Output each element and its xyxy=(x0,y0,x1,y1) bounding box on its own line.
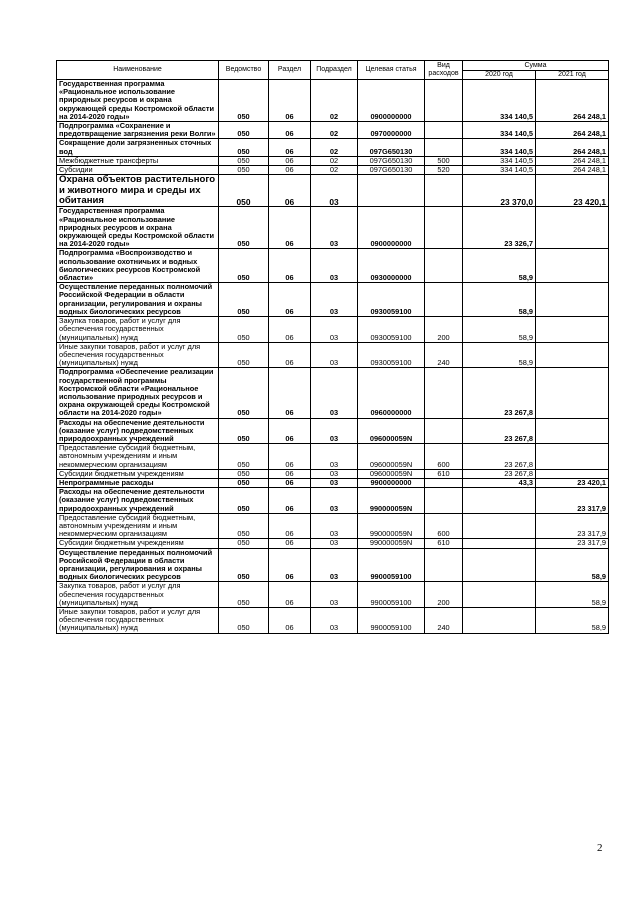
row-sum-2021: 264 248,1 xyxy=(536,122,609,139)
table-row xyxy=(57,207,609,249)
row-vedomstvo: 050 xyxy=(219,166,269,175)
row-razdel: 06 xyxy=(269,548,311,582)
table-row xyxy=(57,80,609,122)
row-vid xyxy=(425,80,463,122)
row-sum-2020 xyxy=(463,488,536,514)
row-sum-2020: 58,9 xyxy=(463,249,536,283)
row-name: Осуществление переданных полномочий Российской Федерации в области организации, регулирования и охраны водных биологических ресурсов xyxy=(57,283,219,317)
row-podrazdel: 03 xyxy=(311,175,358,207)
row-vid: 610 xyxy=(425,469,463,478)
row-vedomstvo: 050 xyxy=(219,539,269,548)
row-vid xyxy=(425,418,463,444)
table-row xyxy=(57,488,609,514)
row-vid xyxy=(425,283,463,317)
row-sum-2021: 23 317,9 xyxy=(536,488,609,514)
header-summa: Сумма xyxy=(463,61,609,71)
row-sum-2021: 58,9 xyxy=(536,582,609,608)
row-podrazdel: 02 xyxy=(311,166,358,175)
row-podrazdel: 03 xyxy=(311,368,358,418)
row-target: 0930000000 xyxy=(358,249,425,283)
row-target: 990000059N xyxy=(358,539,425,548)
header-2021: 2021 год xyxy=(536,71,609,80)
row-sum-2020 xyxy=(463,548,536,582)
row-vid xyxy=(425,548,463,582)
row-target: 9900059100 xyxy=(358,548,425,582)
table-row xyxy=(57,539,609,548)
row-sum-2020: 43,3 xyxy=(463,478,536,487)
header-name: Наименование xyxy=(57,61,219,80)
row-razdel: 06 xyxy=(269,283,311,317)
row-target: 096000059N xyxy=(358,469,425,478)
row-sum-2020: 334 140,5 xyxy=(463,156,536,165)
row-sum-2021: 264 248,1 xyxy=(536,80,609,122)
row-razdel: 06 xyxy=(269,317,311,343)
row-target: 990000059N xyxy=(358,513,425,539)
row-vid xyxy=(425,207,463,249)
row-vedomstvo: 050 xyxy=(219,368,269,418)
header-vedomstvo: Ведомство xyxy=(219,61,269,80)
row-sum-2021 xyxy=(536,317,609,343)
row-vedomstvo: 050 xyxy=(219,249,269,283)
row-razdel: 06 xyxy=(269,418,311,444)
table-row xyxy=(57,249,609,283)
row-vid xyxy=(425,122,463,139)
row-sum-2020: 23 370,0 xyxy=(463,175,536,207)
row-sum-2021: 23 317,9 xyxy=(536,513,609,539)
row-vid xyxy=(425,478,463,487)
row-podrazdel: 03 xyxy=(311,478,358,487)
row-sum-2021: 23 317,9 xyxy=(536,539,609,548)
row-sum-2020: 334 140,5 xyxy=(463,166,536,175)
row-name: Предоставление субсидий бюджетным, автономным учреждениям и иным некоммерческим организациям xyxy=(57,513,219,539)
header-2020: 2020 год xyxy=(463,71,536,80)
row-vedomstvo: 050 xyxy=(219,418,269,444)
table-row xyxy=(57,513,609,539)
row-target: 097G650130 xyxy=(358,156,425,165)
row-target: 9900000000 xyxy=(358,478,425,487)
row-razdel: 06 xyxy=(269,156,311,165)
row-vid: 600 xyxy=(425,444,463,470)
row-sum-2020: 334 140,5 xyxy=(463,80,536,122)
row-vid xyxy=(425,368,463,418)
row-target: 0930059100 xyxy=(358,342,425,368)
table-row xyxy=(57,608,609,634)
table-row xyxy=(57,418,609,444)
row-sum-2021 xyxy=(536,207,609,249)
row-name: Субсидии бюджетным учреждениям xyxy=(57,469,219,478)
row-target xyxy=(358,175,425,207)
header-razdel: Раздел xyxy=(269,61,311,80)
row-vid xyxy=(425,488,463,514)
row-name: Закупка товаров, работ и услуг для обеспечения государственных (муниципальных) нужд xyxy=(57,317,219,343)
row-sum-2021 xyxy=(536,418,609,444)
row-podrazdel: 02 xyxy=(311,156,358,165)
row-target: 097G650130 xyxy=(358,139,425,156)
row-name: Расходы на обеспечение деятельности (оказание услуг) подведомственных природоохранных учреждений xyxy=(57,488,219,514)
row-sum-2020: 58,9 xyxy=(463,342,536,368)
row-sum-2020: 23 267,8 xyxy=(463,418,536,444)
row-name: Осуществление переданных полномочий Российской Федерации в области организации, регулирования и охраны водных биологических ресурсов xyxy=(57,548,219,582)
row-sum-2021: 264 248,1 xyxy=(536,139,609,156)
row-name: Иные закупки товаров, работ и услуг для обеспечения государственных (муниципальных) нужд xyxy=(57,608,219,634)
row-podrazdel: 03 xyxy=(311,513,358,539)
row-razdel: 06 xyxy=(269,539,311,548)
row-sum-2020: 23 267,8 xyxy=(463,469,536,478)
row-name: Подпрограмма «Сохранение и предотвращение загрязнения реки Волги» xyxy=(57,122,219,139)
budget-table xyxy=(56,60,609,634)
row-vid: 610 xyxy=(425,539,463,548)
row-podrazdel: 03 xyxy=(311,317,358,343)
row-razdel: 06 xyxy=(269,139,311,156)
row-vid: 520 xyxy=(425,166,463,175)
row-podrazdel: 02 xyxy=(311,80,358,122)
row-podrazdel: 03 xyxy=(311,539,358,548)
row-podrazdel: 02 xyxy=(311,122,358,139)
row-vid: 500 xyxy=(425,156,463,165)
row-razdel: 06 xyxy=(269,122,311,139)
row-vedomstvo: 050 xyxy=(219,122,269,139)
row-podrazdel: 03 xyxy=(311,418,358,444)
row-sum-2020: 334 140,5 xyxy=(463,122,536,139)
row-vedomstvo: 050 xyxy=(219,175,269,207)
row-vedomstvo: 050 xyxy=(219,444,269,470)
row-vedomstvo: 050 xyxy=(219,582,269,608)
row-podrazdel: 03 xyxy=(311,283,358,317)
row-razdel: 06 xyxy=(269,608,311,634)
row-razdel: 06 xyxy=(269,175,311,207)
row-name: Непрограммные расходы xyxy=(57,478,219,487)
row-podrazdel: 03 xyxy=(311,444,358,470)
row-sum-2021 xyxy=(536,283,609,317)
table-row xyxy=(57,175,609,207)
row-sum-2021: 58,9 xyxy=(536,608,609,634)
table-row xyxy=(57,139,609,156)
table-row xyxy=(57,444,609,470)
row-vid xyxy=(425,139,463,156)
row-vedomstvo: 050 xyxy=(219,478,269,487)
row-vid: 200 xyxy=(425,582,463,608)
row-razdel: 06 xyxy=(269,444,311,470)
row-sum-2020 xyxy=(463,513,536,539)
row-target: 9900059100 xyxy=(358,582,425,608)
row-sum-2020: 23 267,8 xyxy=(463,368,536,418)
row-target: 0930059100 xyxy=(358,317,425,343)
row-vid xyxy=(425,175,463,207)
row-target: 096000059N xyxy=(358,444,425,470)
row-sum-2021: 23 420,1 xyxy=(536,478,609,487)
row-vedomstvo: 050 xyxy=(219,283,269,317)
row-vedomstvo: 050 xyxy=(219,317,269,343)
row-name: Подпрограмма «Обеспечение реализации государственной программы Костромской области «Рациональное использование природных ресурсов и охрана окружающей среды Костромской области на 2014-2020 годы» xyxy=(57,368,219,418)
row-target: 096000059N xyxy=(358,418,425,444)
table-row xyxy=(57,317,609,343)
row-podrazdel: 03 xyxy=(311,469,358,478)
row-name: Закупка товаров, работ и услуг для обеспечения государственных (муниципальных) нужд xyxy=(57,582,219,608)
row-podrazdel: 03 xyxy=(311,342,358,368)
row-sum-2020: 58,9 xyxy=(463,317,536,343)
row-name: Государственная программа «Рациональное использование природных ресурсов и охрана окружающей среды Костромской области на 2014-2020 годы» xyxy=(57,80,219,122)
row-podrazdel: 03 xyxy=(311,249,358,283)
row-razdel: 06 xyxy=(269,342,311,368)
row-vid: 600 xyxy=(425,513,463,539)
row-vedomstvo: 050 xyxy=(219,207,269,249)
row-sum-2020: 334 140,5 xyxy=(463,139,536,156)
table-header xyxy=(57,61,609,80)
row-name: Подпрограмма «Воспроизводство и использование охотничьих и водных биологических ресурсов Костромской области» xyxy=(57,249,219,283)
table-row xyxy=(57,122,609,139)
row-sum-2020 xyxy=(463,608,536,634)
row-podrazdel: 03 xyxy=(311,207,358,249)
row-sum-2020: 23 267,8 xyxy=(463,444,536,470)
row-vedomstvo: 050 xyxy=(219,488,269,514)
row-target: 990000059N xyxy=(358,488,425,514)
row-vid: 240 xyxy=(425,342,463,368)
row-vedomstvo: 050 xyxy=(219,548,269,582)
row-name: Государственная программа «Рациональное использование природных ресурсов и охрана окружающей среды Костромской области на 2014-2020 годы» xyxy=(57,207,219,249)
row-sum-2021 xyxy=(536,368,609,418)
row-razdel: 06 xyxy=(269,582,311,608)
table-row xyxy=(57,548,609,582)
row-podrazdel: 02 xyxy=(311,139,358,156)
row-vid: 200 xyxy=(425,317,463,343)
row-podrazdel: 03 xyxy=(311,488,358,514)
row-name: Сокращение доли загрязненных сточных вод xyxy=(57,139,219,156)
table-body xyxy=(57,80,609,634)
row-sum-2020 xyxy=(463,539,536,548)
row-podrazdel: 03 xyxy=(311,582,358,608)
header-vid: Вид расходов xyxy=(425,61,463,80)
row-target: 0930059100 xyxy=(358,283,425,317)
row-razdel: 06 xyxy=(269,478,311,487)
row-target: 9900059100 xyxy=(358,608,425,634)
row-vedomstvo: 050 xyxy=(219,513,269,539)
row-name: Субсидии xyxy=(57,166,219,175)
row-sum-2021: 23 420,1 xyxy=(536,175,609,207)
header-target: Целевая статья xyxy=(358,61,425,80)
row-sum-2020: 23 326,7 xyxy=(463,207,536,249)
row-name: Охрана объектов растительного и животного мира и среды их обитания xyxy=(57,175,219,207)
page-number: 2 xyxy=(597,842,603,854)
table-row xyxy=(57,283,609,317)
row-sum-2021: 264 248,1 xyxy=(536,166,609,175)
row-vedomstvo: 050 xyxy=(219,156,269,165)
row-target: 0970000000 xyxy=(358,122,425,139)
row-name: Предоставление субсидий бюджетным, автономным учреждениям и иным некоммерческим организациям xyxy=(57,444,219,470)
row-name: Расходы на обеспечение деятельности (оказание услуг) подведомственных природоохранных учреждений xyxy=(57,418,219,444)
table-row xyxy=(57,582,609,608)
header-podrazdel: Подраздел xyxy=(311,61,358,80)
row-sum-2020: 58,9 xyxy=(463,283,536,317)
row-target: 0900000000 xyxy=(358,80,425,122)
row-razdel: 06 xyxy=(269,469,311,478)
row-razdel: 06 xyxy=(269,207,311,249)
row-razdel: 06 xyxy=(269,513,311,539)
row-target: 0900000000 xyxy=(358,207,425,249)
row-razdel: 06 xyxy=(269,166,311,175)
row-sum-2021: 58,9 xyxy=(536,548,609,582)
row-sum-2021: 264 248,1 xyxy=(536,156,609,165)
row-razdel: 06 xyxy=(269,249,311,283)
table-row xyxy=(57,368,609,418)
row-vid: 240 xyxy=(425,608,463,634)
row-razdel: 06 xyxy=(269,488,311,514)
row-podrazdel: 03 xyxy=(311,608,358,634)
row-name: Межбюджетные трансферты xyxy=(57,156,219,165)
row-razdel: 06 xyxy=(269,368,311,418)
row-sum-2020 xyxy=(463,582,536,608)
row-vedomstvo: 050 xyxy=(219,342,269,368)
table-row xyxy=(57,342,609,368)
row-podrazdel: 03 xyxy=(311,548,358,582)
row-razdel: 06 xyxy=(269,80,311,122)
row-vedomstvo: 050 xyxy=(219,139,269,156)
row-sum-2021 xyxy=(536,342,609,368)
row-target: 0960000000 xyxy=(358,368,425,418)
row-vid xyxy=(425,249,463,283)
row-name: Субсидии бюджетным учреждениям xyxy=(57,539,219,548)
row-sum-2021 xyxy=(536,444,609,470)
row-vedomstvo: 050 xyxy=(219,608,269,634)
row-vedomstvo: 050 xyxy=(219,469,269,478)
row-name: Иные закупки товаров, работ и услуг для обеспечения государственных (муниципальных) нужд xyxy=(57,342,219,368)
row-target: 097G650130 xyxy=(358,166,425,175)
row-vedomstvo: 050 xyxy=(219,80,269,122)
row-sum-2021 xyxy=(536,249,609,283)
